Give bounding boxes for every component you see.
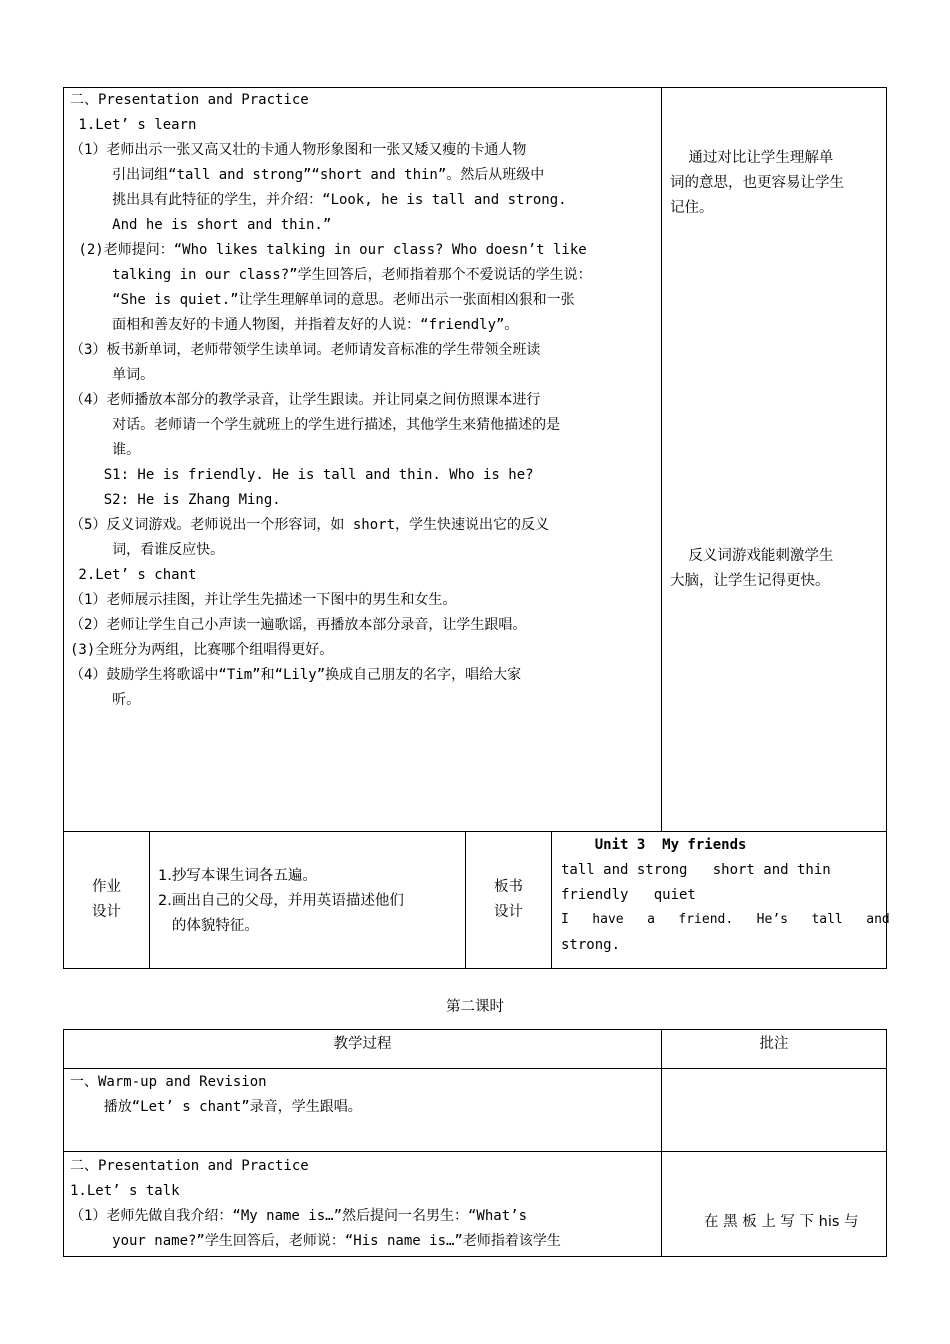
board-label-line: 板书 (494, 879, 523, 895)
content-line: (2)老师提问：“Who likes talking in our class? Who doesn’t like (70, 242, 587, 258)
content-line: S2: He is Zhang Ming. (70, 492, 281, 508)
header-notes: 批注 (759, 1036, 789, 1052)
content-line: （2）老师让学生自己小声读一遍歌谣，再播放本部分录音，让学生跟唱。 (70, 617, 527, 633)
homework-label-line: 设计 (92, 904, 121, 920)
section-title: 第二课时 (446, 999, 504, 1015)
content-line: （1）老师先做自我介绍：“My name is…”然后提问一名男生：“What’s (70, 1208, 528, 1224)
table2-header-divider (63, 1068, 887, 1069)
content-line: (3)全班分为两组，比赛哪个组唱得更好。 (70, 642, 334, 658)
board-line: friendly quiet (561, 887, 696, 903)
content-line: talking in our class?”学生回答后，老师指着那个不爱说话的学生说： (70, 267, 592, 283)
homework-content-divider (465, 831, 466, 969)
warmup-line: 播放“Let’ s chant”录音，学生跟唱。 (70, 1099, 362, 1115)
table2-row-divider (63, 1151, 887, 1152)
content-line: 面相和善友好的卡通人物图，并指着友好的人说：“friendly”。 (70, 317, 519, 333)
content-line: “She is quiet.”让学生理解单词的意思。老师出示一张面相凶狠和一张 (70, 292, 575, 308)
warmup-line: 一、Warm-up and Revision (70, 1074, 267, 1090)
board-line: I have a friend. He’s tall and (561, 912, 890, 927)
board-label-divider (551, 831, 552, 969)
content-line: 引出词组“tall and strong”“short and thin”。然后从班级中 (70, 167, 545, 183)
content-line: （1）老师展示挂图，并让学生先描述一下图中的男生和女生。 (70, 592, 457, 608)
board-label-line: 设计 (494, 904, 523, 920)
content-line: And he is short and thin.” (70, 217, 332, 233)
annotation-line: 词的意思，也更容易让学生 (670, 175, 844, 191)
content-line: 单词。 (70, 367, 155, 383)
content-line: 对话。老师请一个学生就班上的学生进行描述，其他学生来猜他描述的是 (70, 417, 561, 433)
content-line: （1）老师出示一张又高又壮的卡通人物形象图和一张又矮又瘦的卡通人物 (70, 142, 527, 158)
content-line: （4）鼓励学生将歌谣中“Tim”和“Lily”换成自己朋友的名字，唱给大家 (70, 667, 522, 683)
content-line: 谁。 (70, 442, 141, 458)
content-line: 挑出具有此特征的学生，并介绍：“Look, he is tall and strong. (70, 192, 567, 208)
annotation-line: 反义词游戏能刺激学生 (670, 548, 834, 564)
content-line: your name?”学生回答后，老师说：“His name is…”老师指着该学生 (70, 1233, 561, 1249)
content-line: 词，看谁反应快。 (70, 542, 225, 558)
content-line: （3）板书新单词，老师带领学生读单词。老师请发音标准的学生带领全班读 (70, 342, 541, 358)
homework-label-line: 作业 (92, 879, 121, 895)
board-line: strong. (561, 937, 621, 953)
content-line: 听。 (70, 692, 141, 708)
content-line: （4）老师播放本部分的教学录音，让学生跟读。并让同桌之间仿照课本进行 (70, 392, 541, 408)
homework-label-divider (149, 831, 150, 969)
content-line: 二、Presentation and Practice (70, 1158, 309, 1174)
annotation-line: 记住。 (670, 200, 714, 216)
annotation-his-her: 在 黑 板 上 写 下 his 与 (704, 1214, 859, 1230)
homework-line: 2.画出自己的父母，并用英语描述他们 (158, 893, 404, 909)
content-line: 2.Let’ s chant (70, 567, 197, 583)
table1-column-divider (661, 87, 662, 832)
annotation-line: 大脑，让学生记得更快。 (670, 573, 830, 589)
board-title: Unit 3 My friends (561, 837, 747, 853)
annotation-line: 通过对比让学生理解单 (670, 150, 834, 166)
header-teaching-process: 教学过程 (333, 1036, 392, 1052)
table1-row-divider (63, 831, 887, 832)
content-line: 1.Let’ s learn (70, 117, 197, 133)
content-line: 1.Let’ s talk (70, 1183, 180, 1199)
homework-line: 1.抄写本课生词各五遍。 (158, 868, 317, 884)
content-line: 二、Presentation and Practice (70, 92, 309, 108)
homework-line: 的体貌特征。 (158, 918, 259, 934)
table2-column-divider (661, 1029, 662, 1257)
content-line: S1: He is friendly. He is tall and thin. Who is he? (70, 467, 534, 483)
board-line: tall and strong short and thin (561, 862, 831, 878)
content-line: （5）反义词游戏。老师说出一个形容词，如 short，学生快速说出它的反义 (70, 517, 549, 533)
